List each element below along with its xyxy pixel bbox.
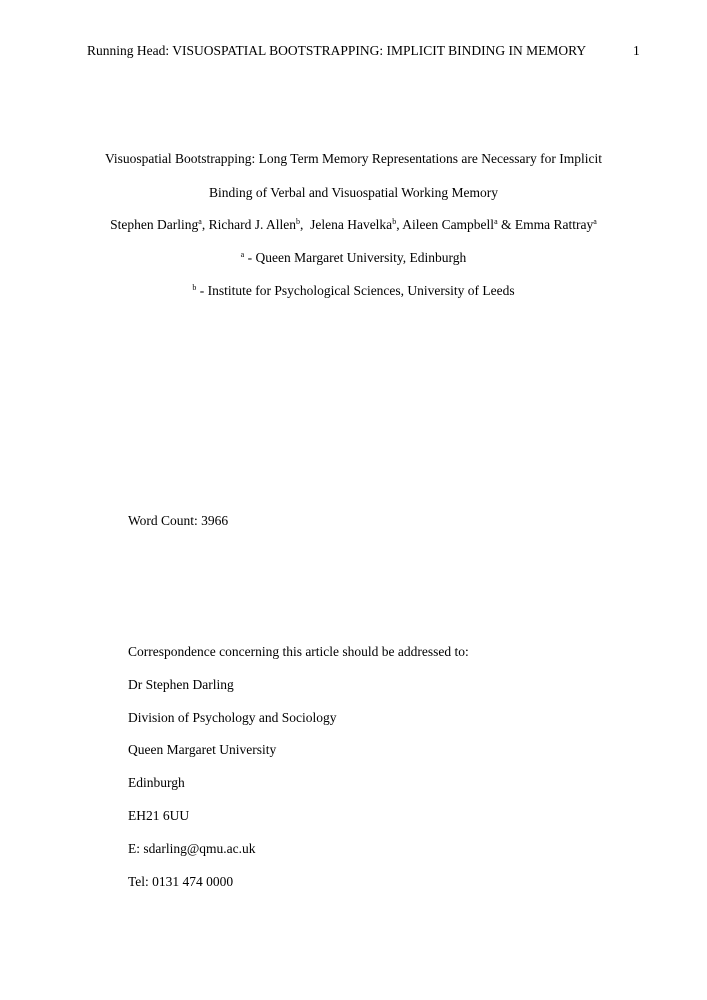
- correspondence-university: Queen Margaret University: [128, 742, 277, 757]
- author: Jelena Havelka$^b$,: [310, 217, 403, 232]
- author: Richard J. Allen$^b$,: [208, 217, 311, 232]
- author-affiliation-mark: a: [593, 217, 597, 226]
- correspondence-postcode: EH21 6UU: [128, 808, 190, 823]
- correspondence-intro: Correspondence concerning this article should be addressed to:: [128, 644, 469, 659]
- author-list: [0, 218, 707, 232]
- correspondence-division: Division of Psychology and Sociology: [128, 710, 337, 725]
- word-count: Word Count: 3966: [128, 513, 229, 528]
- correspondence-name: Dr Stephen Darling: [128, 677, 234, 692]
- correspondence-city: Edinburgh: [128, 775, 185, 790]
- affiliation-b: $^b$ - Institute for Psychological Sciences, University of Leeds: [192, 283, 515, 298]
- page-number: 1: [633, 43, 640, 58]
- affiliation-mark: a: [240, 250, 245, 259]
- paper-title-line-1: Visuospatial Bootstrapping: Long Term Memory Representations are Necessary for Implicit: [104, 151, 602, 166]
- running-head: Running Head: VISUOSPATIAL BOOTSTRAPPING: IMPLICIT BINDING IN MEMORY: [87, 43, 587, 58]
- affiliation-a: $^a$ - Queen Margaret University, Edinburgh: [240, 250, 467, 265]
- author-affiliation-mark: b: [295, 217, 300, 226]
- author: Emma Rattray$^a$: [514, 217, 597, 232]
- author-affiliation-mark: b: [392, 217, 397, 226]
- author-affiliation-mark: a: [198, 217, 202, 226]
- paper-title-line-2: Binding of Verbal and Visuospatial Working Memory: [208, 185, 499, 200]
- author-affiliation-mark: a: [494, 217, 498, 226]
- author: Aileen Campbell$^a$ &: [402, 217, 515, 232]
- author: Stephen Darling$^a$,: [110, 217, 209, 232]
- affiliation-mark: b: [192, 283, 197, 292]
- correspondence-email: E: sdarling@qmu.ac.uk: [128, 841, 256, 856]
- correspondence-phone: Tel: 0131 474 0000: [128, 874, 234, 889]
